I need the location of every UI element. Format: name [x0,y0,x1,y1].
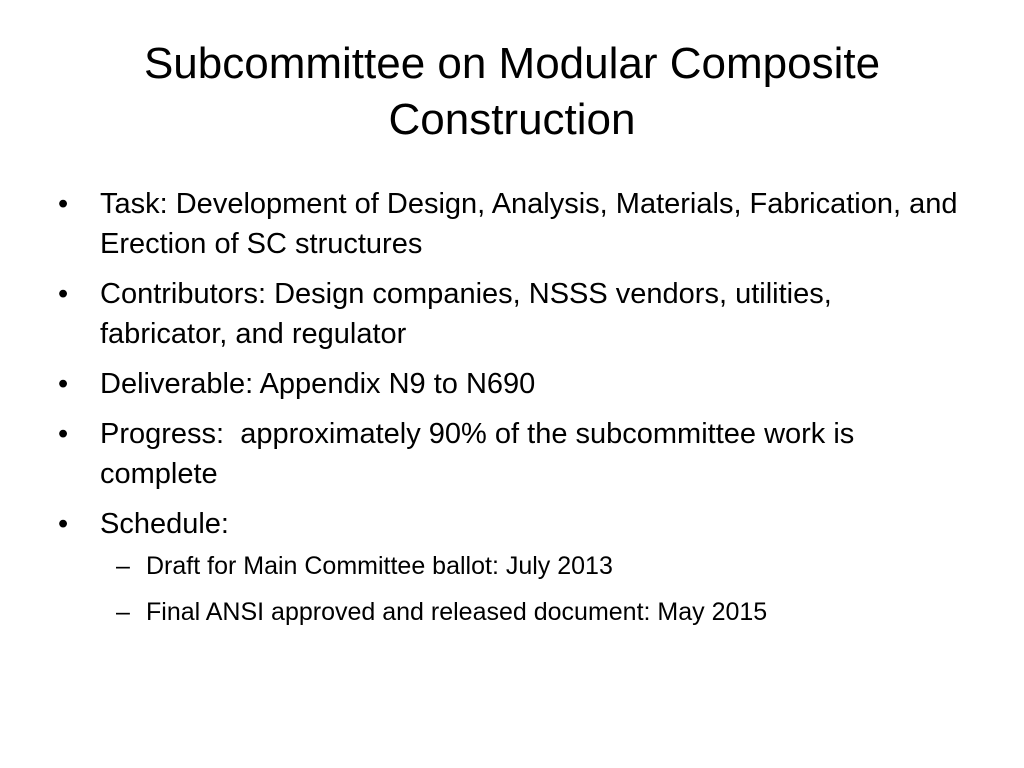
bullet-item-deliverable [58,364,958,404]
dash-icon: – [116,598,130,626]
bullet-item-schedule [58,504,958,630]
bullet-item-progress [58,414,958,494]
bullet-dot-icon: • [58,508,69,540]
dash-icon: – [116,552,130,580]
subbullet-text: Draft for Main Committee ballot: July 2013 [146,552,613,580]
bullet-text: Progress: approximately 90% of the subcommittee work is complete [100,418,863,490]
subbullet-item-draft [100,548,958,584]
bullet-dot-icon: • [58,368,69,400]
schedule-sublist [100,548,958,630]
bullet-text: Contributors: Design companies, NSSS vendors, utilities, fabricator, and regulator [100,278,832,350]
bullet-item-task [58,184,958,264]
bullet-dot-icon: • [58,188,69,220]
subbullet-item-final [100,594,958,630]
bullet-text: Task: Development of Design, Analysis, Materials, Fabrication, and Erection of SC structures [100,188,958,260]
bullet-text: Deliverable: Appendix N9 to N690 [100,368,536,400]
subbullet-text: Final ANSI approved and released document: May 2015 [146,598,768,626]
slide-title: Subcommittee on Modular Composite Construction [143,39,881,144]
bullet-item-contributors [58,274,958,354]
bullet-dot-icon: • [58,278,69,310]
bullet-text: Schedule: [100,508,229,540]
bullet-list [58,184,958,640]
bullet-dot-icon: • [58,418,69,450]
